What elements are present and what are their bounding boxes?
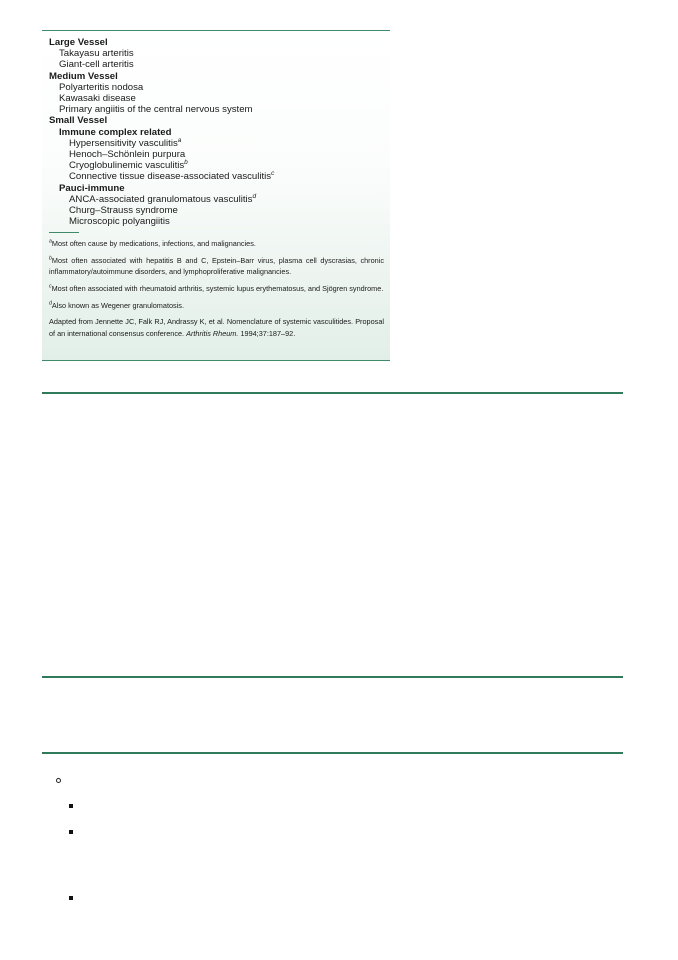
list-item: Hypersensitivity vasculitis$^a$ bbox=[69, 136, 182, 149]
subcategory-heading-immune-complex: Immune complex related bbox=[59, 126, 172, 138]
footnote-marker: d bbox=[252, 192, 257, 200]
list-item: Kawasaki disease bbox=[59, 93, 136, 105]
classification-list bbox=[49, 37, 384, 227]
section-divider-2 bbox=[42, 676, 623, 678]
list-item: Connective tissue disease-associated vasculitis$^c$ bbox=[69, 170, 275, 183]
footnote-a: $^a$Most often cause by medications, infections, and malignancies. bbox=[49, 239, 256, 249]
section-divider-1 bbox=[42, 392, 623, 394]
list-bullet-square bbox=[69, 804, 73, 808]
list-bullet-circle bbox=[56, 778, 61, 783]
list-item: Henoch–Schönlein purpura bbox=[69, 149, 186, 161]
list-item: ANCA-associated granulomatous vasculitis$^d$ bbox=[69, 192, 257, 205]
list-bullet-square bbox=[69, 896, 73, 900]
list-item: Cryoglobulinemic vasculitis$^b$ bbox=[69, 159, 188, 172]
vasculitis-classification-box bbox=[42, 30, 390, 361]
list-item: Polyarteritis nodosa bbox=[59, 81, 144, 93]
subcategory-heading-pauci-immune: Pauci-immune bbox=[59, 182, 125, 194]
footnote-marker: b bbox=[184, 159, 188, 167]
footnote-b: $^b$Most often associated with hepatitis B and C, Epstein–Barr virus, plasma cell dyscrasias, chronic inflammatory/autoimmune disorders, and lymphoproliferative malignancies. bbox=[49, 255, 384, 277]
list-item: Microscopic polyangiitis bbox=[69, 216, 170, 228]
footnotes bbox=[49, 238, 384, 338]
list-item: Churg–Strauss syndrome bbox=[69, 205, 178, 217]
footnote-d: $^d$Also known as Wegener granulomatosis. bbox=[49, 300, 184, 310]
footnote-c: $^c$Most often associated with rheumatoid arthritis, systemic lupus erythematosus, and Sjögren syndrome. bbox=[49, 283, 384, 294]
footnote-divider bbox=[49, 232, 79, 233]
list-item: Takayasu arteritis bbox=[59, 48, 134, 60]
category-heading-small-vessel: Small Vessel bbox=[49, 115, 108, 127]
footnote-marker: c bbox=[271, 170, 275, 178]
list-item: Primary angiitis of the central nervous system bbox=[59, 104, 253, 116]
list-bullet-square bbox=[69, 830, 73, 834]
category-heading-medium-vessel: Medium Vessel bbox=[49, 70, 118, 82]
source-citation: Adapted from Jennette JC, Falk RJ, Andrassy K, et al. Nomenclature of systemic vasculitides. Proposal of an international consensus conference. Arthritis Rheum. 1994;37:187–92. bbox=[49, 317, 384, 338]
category-heading-large-vessel: Large Vessel bbox=[49, 37, 108, 48]
section-divider-3 bbox=[42, 752, 623, 754]
footnote-marker: a bbox=[177, 136, 182, 144]
list-item: Giant-cell arteritis bbox=[59, 59, 134, 71]
